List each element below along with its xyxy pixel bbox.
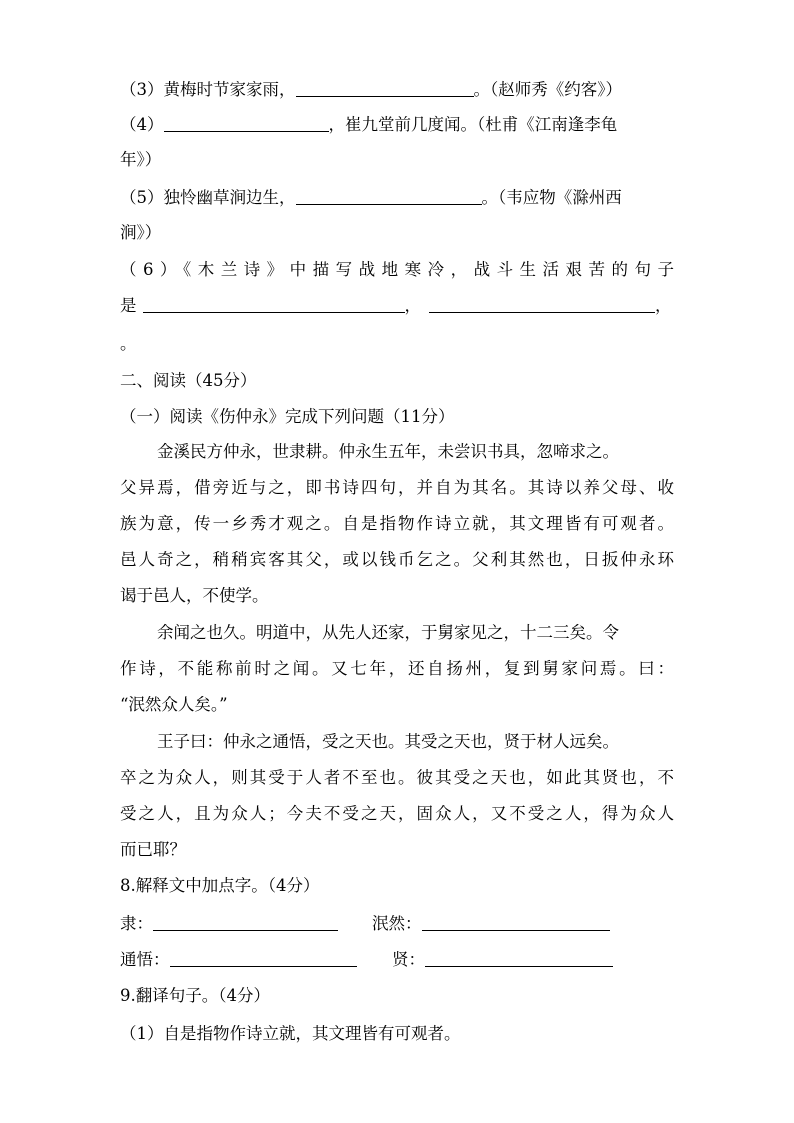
- item-label: 泯然：: [372, 914, 422, 933]
- question-3-source: 。（赵师秀《约客》）: [473, 80, 622, 99]
- section-title: 二、阅读（45分）: [120, 371, 257, 390]
- question-5-continuation: 涧》）: [120, 223, 162, 242]
- question-8-item: [372, 912, 610, 936]
- passage-line: 受之人，且为众人；今夫不受之天，固众人，又不受之人，得为众人: [120, 804, 674, 823]
- passage-line: 作诗，不能称前时之闻。又七年，还自扬州，复到舅家问焉。曰：: [120, 659, 674, 678]
- passage-line: 卒之为众人，则其受于人者不至也。彼其受之天也，如此其贤也，不: [120, 768, 674, 787]
- passage-line: 而已耶？: [120, 840, 186, 859]
- question-9-title: 9.翻译句子。（4分）: [120, 986, 270, 1005]
- passage-line: “泯然众人矣。”: [120, 695, 228, 714]
- question-4-text: ，崔九堂前几度闻。（杜甫《江南逢李龟: [328, 115, 618, 134]
- answer-blank[interactable]: [429, 295, 655, 313]
- question-5-source: 。（韦应物《滁州西: [481, 188, 622, 207]
- question-8-title: 8.解释文中加点字。（4分）: [120, 876, 320, 895]
- answer-blank[interactable]: [296, 187, 482, 205]
- question-9-item: （1）自是指物作诗立就，其文理皆有可观者。: [120, 1024, 461, 1043]
- question-3: [120, 78, 622, 102]
- passage-line: 余闻之也久。明道中，从先人还家，于舅家见之，十二三矣。令: [157, 623, 619, 642]
- question-6-answer-line: [120, 294, 672, 318]
- question-4-continuation: 年》）: [120, 150, 162, 169]
- answer-blank[interactable]: [143, 295, 405, 313]
- passage-line: 父异焉，借旁近与之，即书诗四句，并自为其名。其诗以养父母、收: [120, 478, 674, 497]
- answer-blank[interactable]: [425, 949, 613, 967]
- item-label: 通悟：: [120, 950, 170, 969]
- answer-blank[interactable]: [164, 114, 329, 132]
- question-6-end: 。: [120, 334, 137, 353]
- item-label: 隶：: [120, 914, 153, 933]
- question-6-is: 是: [120, 296, 137, 315]
- passage-line: 邑人奇之，稍稍宾客其父，或以钱币乞之。父利其然也，日扳仲永环: [120, 550, 674, 569]
- question-8-item: [120, 948, 357, 972]
- answer-blank[interactable]: [422, 913, 610, 931]
- passage-line: 谒于邑人，不使学。: [120, 586, 269, 605]
- item-label: 贤：: [392, 950, 425, 969]
- passage-line: 金溪民方仲永，世隶耕。仲永生五年，未尝识书具，忽啼求之。: [157, 442, 619, 461]
- passage-line: 王子曰：仲永之通悟，受之天也。其受之天也，贤于材人远矣。: [157, 732, 619, 751]
- comma: ，: [655, 296, 672, 315]
- question-3-text: （3）黄梅时节家家雨，: [120, 80, 296, 99]
- question-5: [120, 186, 622, 210]
- answer-blank[interactable]: [296, 79, 474, 97]
- question-4-label: （4）: [120, 115, 164, 134]
- question-4: [120, 113, 617, 137]
- question-5-text: （5）独怜幽草涧边生，: [120, 188, 296, 207]
- question-8-item: [120, 912, 338, 936]
- question-8-item: [392, 948, 613, 972]
- answer-blank[interactable]: [170, 949, 357, 967]
- comma: ，: [404, 296, 421, 315]
- question-6-prompt: （6）《木兰诗》中描写战地寒冷，战斗生活艰苦的句子: [120, 260, 674, 279]
- answer-blank[interactable]: [153, 913, 338, 931]
- subsection-title: （一）阅读《伤仲永》完成下列问题（11分）: [120, 407, 455, 426]
- passage-line: 族为意，传一乡秀才观之。自是指物作诗立就，其文理皆有可观者。: [120, 514, 674, 533]
